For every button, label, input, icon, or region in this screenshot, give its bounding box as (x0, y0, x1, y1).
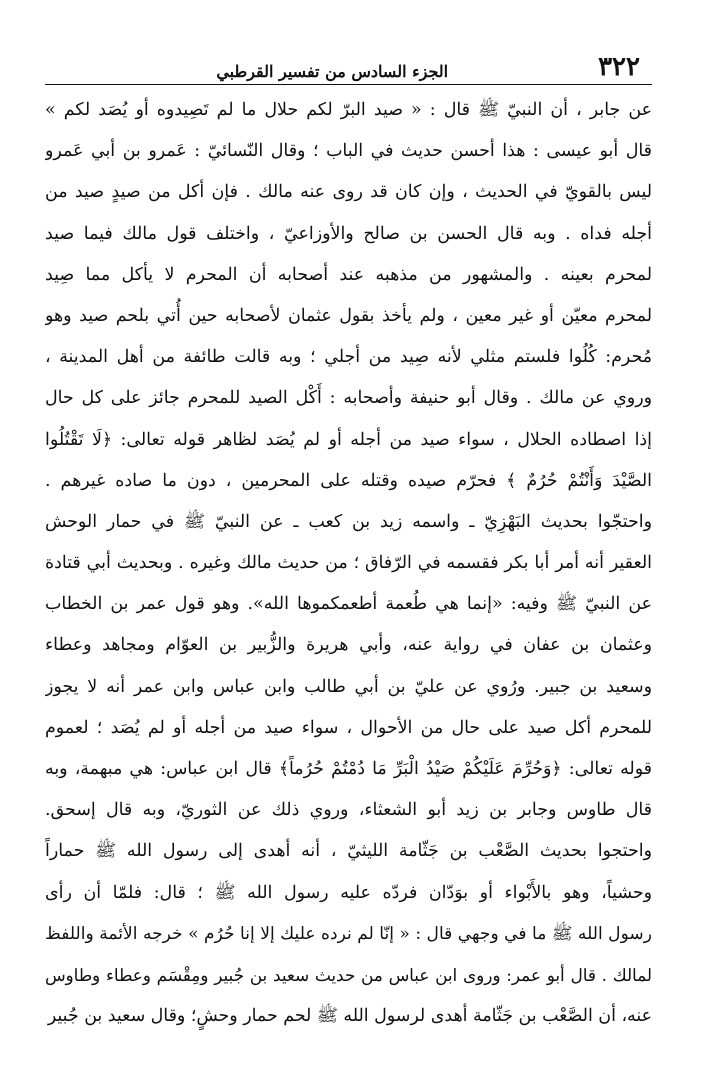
text-line: أجله فداه . وبه قال الحسن بن صالح والأوزاعيّ ، واختلف قول مالك فيما صيد (45, 223, 652, 244)
text-line: لمالك . قال أبو عمر: وروى ابن عباس من حديث سعيد بن جُبير ومِقْسَم وعطاء وطاوس (45, 964, 652, 985)
text-line: قوله تعالى: ﴿وَحُرِّمَ عَلَيْكُمْ صَيْدُ الْبَرِّ مَا دُمْتُمْ حُرُماً﴾ قال ابن عباس: هي مبهمة، وبه (45, 759, 652, 779)
text-line: للمحرم أكل صيد على حال من الأحوال ، سواء صيد من أجله أو لم يُصَد ؛ لعموم (45, 717, 652, 738)
text-line: العقير أنه أمر أبا بكر فقسمه في الرّفاق ؛ من حديث مالك وغيره . وبحديث أبي قتادة (45, 553, 652, 574)
text-line: لمحرم بعينه . والمشهور من مذهبه عند أصحابه أن المحرم لا يأكل مما صِيد (45, 264, 652, 285)
text-line: إذا اصطاده الحلال ، سواء صيد من أجله أو لم يُصَد لظاهر قوله تعالى: ﴿لَا تَقْتُلُوا (45, 429, 652, 450)
text-line: ليس بالقويّ في الحديث ، وإن كان قد روى عنه مالك . فإن أكل من صيدٍ صيد من (45, 182, 652, 203)
text-line: مُحرم: كُلُوا فلستم مثلي لأنه صِيد من أجلي ؛ وبه قالت طائفة من أهل المدينة ، (45, 347, 652, 368)
body-text (45, 90, 652, 1037)
text-line: وسعيد بن جبير. ورُوي عن عليّ بن أبي طالب وابن عباس وابن عمر أنه لا يجوز (45, 676, 652, 697)
text-line: عنه، أن الصَّعْب بن جَثّامة أهدى لرسول الله ﷺ لحم حمار وحشٍ؛ وقال سعيد بن جُبير (47, 1006, 652, 1027)
text-line: واحتجّوا بحديث البَهْزِيّ ـ واسمه زيد بن كعب ـ عن النبيّ ﷺ في حمار الوحش (45, 511, 652, 532)
text-line: عن النبيّ ﷺ وفيه: «إنما هي طُعمة أطعمكموها الله». وهو قول عمر بن الخطاب (45, 594, 652, 615)
text-line: لمحرم معيّن أو غير معين ، ولم يأخذ بقول عثمان لأصحابه حين أُتي بلحم صيد وهو (45, 305, 652, 326)
page-header (45, 40, 652, 85)
text-line: واحتجوا بحديث الصَّعْب بن جَثّامة الليثيّ ، أنه أهدى إلى رسول الله ﷺ حماراً (45, 841, 652, 862)
text-line: قال أبو عيسى : هذا أحسن حديث في الباب ؛ وقال النّسائيّ : عَمرو بن أبي عَمرو (45, 141, 652, 162)
text-line: قال طاوس وجابر بن زيد أبو الشعثاء، وروي ذلك عن الثوريّ، وبه قال إسحق. (45, 800, 652, 821)
text-line: وعثمان بن عفان في رواية عنه، وأبي هريرة والزُّبير بن العوّام ومجاهد وعطاء (45, 635, 652, 656)
text-line: وحشياً، وهو بالأَبْواء أو بوَدّان فردّه عليه رسول الله ﷺ ؛ قال: فلمّا أن رأى (45, 882, 652, 903)
page-number: ٣٢٢ (598, 52, 640, 82)
text-line: وروي عن مالك . وقال أبو حنيفة وأصحابه : أَكْل الصيد للمحرم جائز على كل حال (45, 388, 652, 409)
running-title: الجزء السادس من تفسير القرطبي (216, 62, 449, 81)
text-line: الصَّيْدَ وَأَنْتُمْ حُرُمٌ ﴾ فحرّم صيده وقتله على المحرمين ، دون ما صاده غيرهم . (45, 470, 652, 491)
text-line: رسول الله ﷺ ما في وجهي قال : « إنّا لم نرده عليك إلا إنا حُرُم » خرجه الأئمة واللفظ (45, 923, 652, 944)
text-line: عن جابر ، أن النبيّ ﷺ قال : « صيد البرّ لكم حلال ما لم تَصِيدوه أو يُصَد لكم » (45, 100, 652, 120)
